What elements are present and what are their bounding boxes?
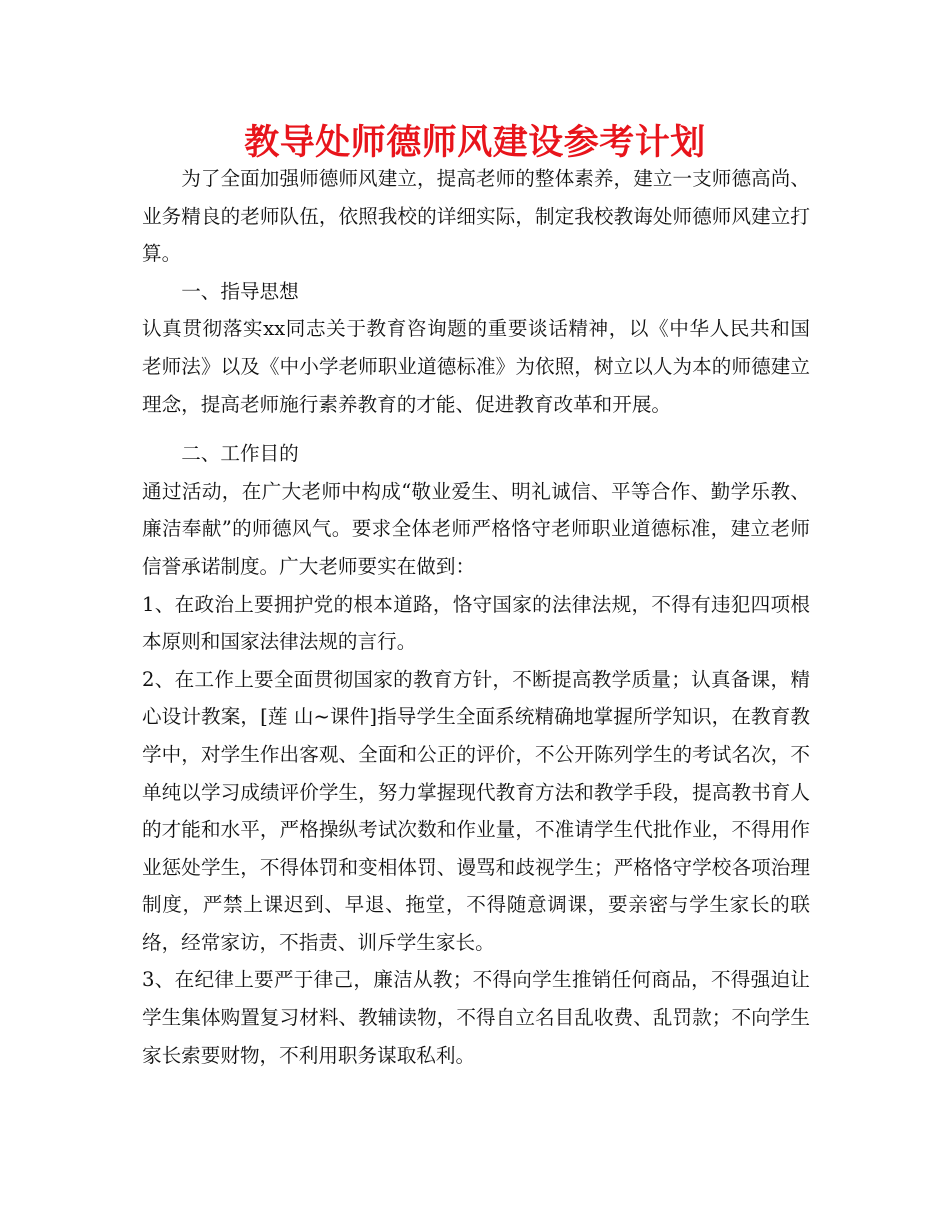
work-goals-paragraph: 通过活动，在广大老师中构成“敬业爱生、明礼诚信、平等合作、勤学乐教、廉洁奉献”的师德风气。要求全体老师严格恪守老师职业道德标准，建立老师信誉承诺制度。广大老师要实在做到：	[142, 479, 810, 578]
document-body	[142, 160, 810, 1074]
guiding-thought-paragraph: 认真贯彻落实xx同志关于教育咨询题的重要谈话精神，以《中华人民共和国老师法》以及《中小学老师职业道德标准》为依照，树立以人为本的师德建立理念，提高老师施行素养教育的才能、促进教育改革和开展。	[142, 317, 810, 416]
section-heading-guiding-thought: 一、指导思想	[181, 279, 299, 303]
goal-item-2: 2、在工作上要全面贯彻国家的教育方针，不断提高教学质量；认真备课，精心设计教案，[莲 山~课件]指导学生全面系统精确地掌握所学知识，在教育教学中，对学生作出客观、全面和公正的评价，不公开陈列学生的考试名次，不单纯以学习成绩评价学生，努力掌握现代教育方法和教学手段，提高教书育人的才能和水平，严格操纵考试次数和作业量，不准请学生代批作业，不得用作业惩处学生，不得体罚和变相体罚、谩骂和歧视学生；严格恪守学校各项治理制度，严禁上课迟到、早退、拖堂，不得随意调课，要亲密与学生家长的联络，经常家访，不指责、训斥学生家长。	[142, 667, 810, 954]
intro-paragraph: 为了全面加强师德师风建立，提高老师的整体素养，建立一支师德高尚、业务精良的老师队伍，依照我校的详细实际，制定我校教诲处师德师风建立打算。	[142, 167, 810, 266]
goal-item-1: 1、在政治上要拥护党的根本道路，恪守国家的法律法规，不得有违犯四项根本原则和国家法律法规的言行。	[142, 592, 810, 654]
document-title: 教导处师德师风建设参考计划	[244, 123, 706, 163]
section-heading-work-goals: 二、工作目的	[181, 442, 299, 466]
goal-item-3: 3、在纪律上要严于律己，廉洁从教；不得向学生推销任何商品，不得强迫让学生集体购置复习材料、教辅读物，不得自立名目乱收费、乱罚款；不向学生家长索要财物，不利用职务谋取私利。	[142, 968, 810, 1067]
